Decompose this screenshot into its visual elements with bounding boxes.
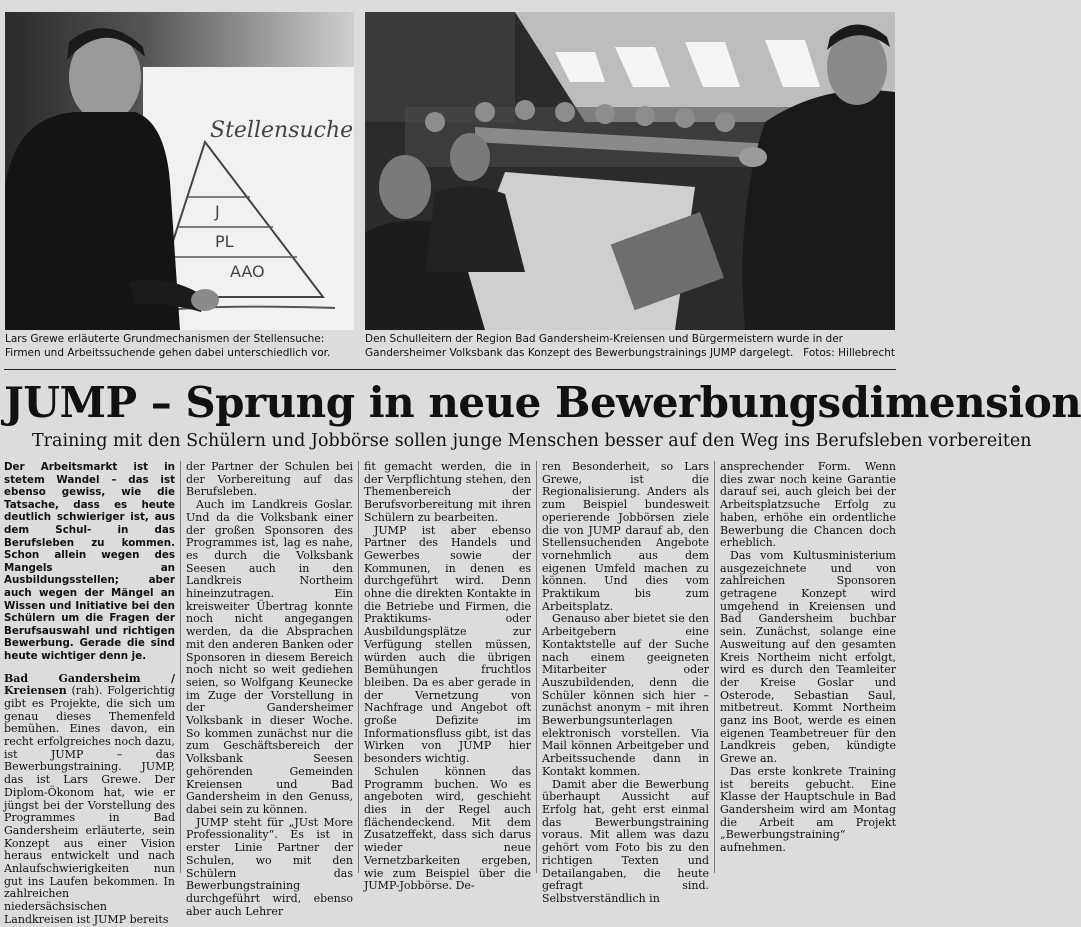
article-paragraph: fit gemacht werden, die in der Verpflichtung stehen, den Themenbereich der Berufsvorbereitung mit ihren Schülern zu bearbeiten. [364,460,531,524]
presenter-illustration [5,12,354,330]
article-paragraph: (rah). Folgerichtig gibt es Projekte, die sich um genau dieses Themenfeld bemühen. Eines davon, ein recht erfolgreiches noch dazu, ist JUMP – das Bewerbungstraining. JUMP, das ist Lars Grewe. Der Diplom-Ökonom hat, wie er jüngst bei der Vorstellung des Programmes in Bad Gandersheim erläuterte, sein Konzept aus einer Vision heraus entwickelt und nach Anlaufschwierigkeiten nun gut ins Laufen bekommen. In zahlreichen niedersächsischen Landkreisen ist JUMP bereits [4,684,175,926]
article-paragraph: der Partner der Schulen bei der Vorbereitung auf das Berufsleben. [186,460,353,499]
flipchart-title: Stellensuche [210,118,354,143]
article-paragraph: Genauso aber bietet sie den Arbeitgebern eine Kontaktstelle auf der Suche nach einem geeigneten Mitarbeiter oder Auszubildenden, denn die Schüler können sich hier – zunächst anonym – mit ihren Bewerbungsunterlagen elektronisch vorstellen. Via Mail können Arbeitgeber und Arbeitssuchende dann in Kontakt kommen. [542,612,709,778]
meeting-illustration [365,12,895,330]
column-rule [180,461,181,873]
photo-credit: Fotos: Hillebrecht [803,347,895,359]
caption-left-text: Lars Grewe erläuterte Grundmechanismen der Stellensuche: Firmen und Arbeitssuchende gehen dabei unterschiedlich vor. [5,333,331,359]
article-column-5 [720,461,896,855]
column-rule [714,461,715,873]
column-rule [536,461,537,873]
article-lead: Der Arbeitsmarkt ist in stetem Wandel – das ist ebenso gewiss, wie die Tatsache, dass es heute deutlich schwieriger ist, aus dem Schul- in das Berufsleben zu kommen. Schon allein wegen des Mangels an Ausbildungsstellen; aber auch wegen der Mängel an Wissen und Initiative bei den Schülern um die Fragen der Berufsauswahl und richtigen Bewerbung. Gerade die sind heute wichtiger denn je. [4,461,175,662]
article-paragraph: JUMP ist aber ebenso Partner des Handels und Gewerbes sowie der Kommunen, in denen es durchgeführt wird. Denn ohne die direkten Kontakte in die Betriebe und Firmen, die Praktikums- oder Ausbildungsplätze zur Verfügung stellen müssen, würden auch die übrigen Bemühungen fruchtlos bleiben. Da es aber gerade in der Vernetzung von Nachfrage und Angebot oft große Defizite im Informationsfluss gibt, ist das Wirken von JUMP hier besonders wichtig. [364,523,531,766]
speaker-body [743,90,896,330]
article-dateline: Bad Gandersheim / Kreiensen [4,671,175,698]
article-column-4 [542,461,709,906]
flipchart-label-j: J [215,202,220,221]
article-paragraph: Das vom Kultusministerium ausgezeichnete und von zahlreichen Sponsoren getragene Konzept wird umgehend in Kreiensen und Bad Gandersheim buchbar sein. Zunächst, solange eine Ausweitung auf den gesamten Kreis Northeim nicht erfolgt, wird es durch den Teamleiter der Kreise Goslar und Osterode, Sebastian Saul, mitbetreut. Kommt Northeim ganz ins Boot, werde es einen eigenen Teambetreuer für den Landkreis geben, kündigte Grewe an. [720,548,896,766]
article-paragraph: ren Besonderheit, so Lars Grewe, ist die Regionalisierung. Anders als zum Beispiel bundesweit operierende Jobbörsen ziele die von JUMP darauf ab, den Stellensuchenden Angebote vornehmlich aus dem eigenen Umfeld machen zu können. Und dies vom Praktikum bis zum Arbeitsplatz. [542,460,709,613]
caption-left [5,332,354,360]
photo-presenter [5,12,354,330]
article-paragraph: Damit aber die Bewerbung überhaupt Aussicht auf Erfolg hat, geht erst einmal das Bewerbungstraining voraus. Mit allem was dazu gehört vom Foto bis zu den richtigen Texten und Detailangaben, die heute gefragt sind. Selbstverständlich in [542,777,709,905]
article-paragraph: Auch im Landkreis Goslar. Und da die Volksbank einer der großen Sponsoren des Programmes ist, lag es nahe, es durch die Volksbank Seesen auch in den Landkreis Northeim hineinzutragen. Ein kreisweiter Übertrag konnte noch nicht angegangen werden, da die Absprachen mit den anderen Banken oder Sponsoren in diesem Bereich noch nicht so weit gediehen seien, so Wolfgang Keunecke im Zuge der Vorstellung in der Gandersheimer Volksbank in dieser Woche. So kommen zunächst nur die zum Geschäftsbereich der Volksbank Seesen gehörenden Gemeinden Kreiensen und Bad Gandersheim in den Genuss, dabei sein zu können. [186,498,353,816]
caption-right-text: Den Schulleitern der Region Bad Gandersheim-Kreiensen und Bürgermeistern wurde in der Gandersheimer Volksbank das Konzept des Bewerbungstrainings JUMP dargelegt. [365,333,844,359]
flipchart-label-pl: PL [215,232,234,251]
headline: JUMP – Sprung in neue Bewerbungsdimension [4,378,1081,427]
article-column-3 [364,461,531,893]
flipchart-label-aao: AAO [230,262,265,281]
article-column-1 [4,461,175,927]
subheadline: Training mit den Schülern und Jobbörse sollen junge Menschen besser auf den Weg ins Berufsleben vorbereiten [32,431,1032,451]
article-paragraph: Schulen können das Programm buchen. Wo es angeboten wird, geschieht dies in der Regel auch flächendeckend. Mit dem Zusatzeffekt, dass sich darus wieder neue Vernetzbarkeiten ergeben, wie zum Beispiel über die JUMP-Jobbörse. De- [364,764,531,893]
photo-meeting [365,12,895,330]
article-column-2 [186,461,353,918]
article-paragraph: JUMP steht für „JUst More Professionality“. Es ist in erster Linie Partner der Schulen, wo mit den Schülern das Bewerbungstraining durchgeführt wird, ebenso aber auch Lehrer [186,815,353,918]
caption-right [365,332,895,360]
column-rule [358,461,359,873]
article-paragraph: ansprechender Form. Wenn dies zwar noch keine Garantie darauf sei, auch gleich bei der Arbeitsplatzsuche Erfolg zu haben, erhöhe ein ordentliche Bewerbung die Chancen doch erheblich. [720,460,896,550]
separator-rule [4,369,896,370]
article-paragraph: Das erste konkrete Training ist bereits gebucht. Eine Klasse der Hauptschule in Bad Gandersheim wird am Montag die Arbeit am Projekt „Bewerbungstraining“ aufnehmen. [720,764,896,855]
